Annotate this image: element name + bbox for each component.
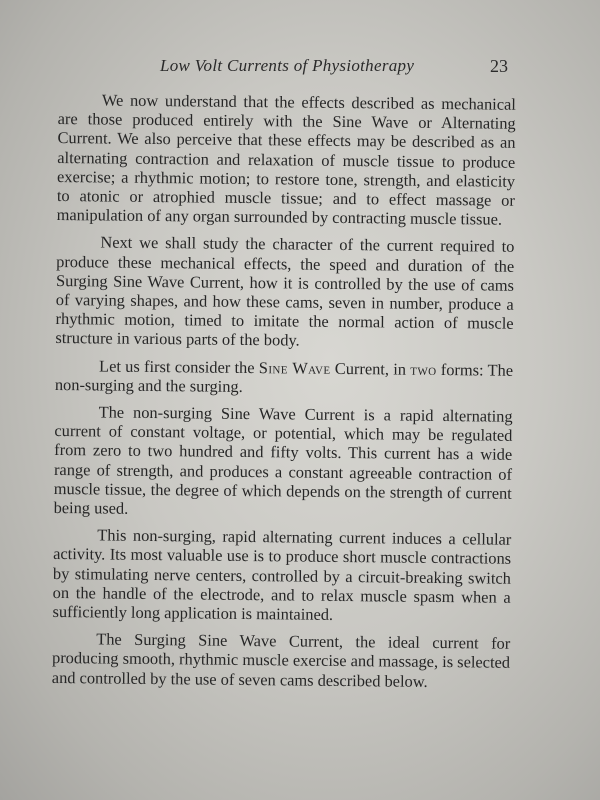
paragraph-3 [55, 356, 513, 399]
sine-wave-smallcaps: Sine Wave [258, 357, 331, 378]
page-number: 23 [490, 56, 508, 76]
paragraph-2: Next we shall study the character of the current required to produce these mechanical effects, the speed and duration of the Surging Sine Wave Current, how it is controlled by the use of cams of varying shapes, and how these cams, seven in number, produce a rhythmic motion, timed to imitate the normal action of muscle structure in various parts of the body. [55, 232, 515, 350]
body-text [52, 90, 516, 700]
running-head: Low Volt Currents of Physiotherapy [160, 56, 415, 75]
paragraph-4: The non-surging Sine Wave Current is a rapid alternating current of constant voltage, or potential, which may be regulated from zero to two hundred and fifty volts. This current has a wide range of strength, and produces a constant agreeable contraction of muscle tissue, the degree of which depends on the strength of current being used. [53, 402, 513, 518]
paragraph-5: This non-surging, rapid alternating current induces a cellular activity. Its most valuable use is to produce short muscle contractions by stimulating nerve centers, controlled by a circuit-breaking switch on the handle of the electrode, and to relax muscle spasm when a sufficiently long application is maintained. [52, 525, 512, 624]
paragraph-3-middle: Current, in [330, 358, 411, 379]
paragraph-3-before: Let us first consider the [99, 356, 259, 377]
two-smallcaps: two [410, 359, 437, 379]
paragraph-6: The Surging Sine Wave Current, the ideal current for producing smooth, rhythmic muscle exercise and massage, is selected and controlled by the use of seven cams described below. [51, 629, 511, 691]
paragraph-3-after: forms: The non-surging and the surging. [54, 359, 514, 396]
paragraph-1: We now understand that the effects described as mechanical are those produced entirely with the Sine Wave or Alternating Current. We also perceive that these effects may be described as an alternating contraction and relaxation of muscle tissue to produce exercise; a rhythmic motion; to restore tone, strength, and elasticity to atonic or atrophied muscle tissue; and to effect massage or manipulation of any organ surrounded by contracting muscle tissue. [56, 90, 516, 229]
